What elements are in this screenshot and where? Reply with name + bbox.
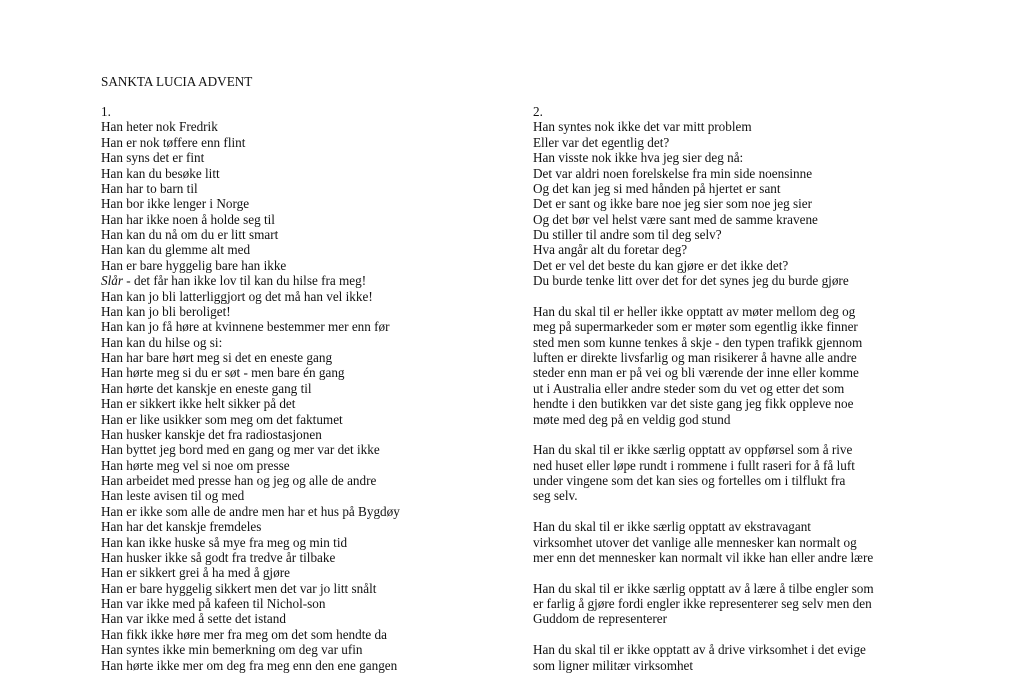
poem-line: luften er direkte livsfarlig og man risikerer å havne alle andre [533, 350, 857, 365]
poem-line: Det er sant og ikke bare noe jeg sier som noe jeg sier [533, 196, 813, 212]
blank-line [533, 565, 874, 580]
poem-line: Han syntes ikke min bemerkning om deg var ufin [101, 642, 363, 658]
poem-line: Han kan jo bli beroliget! [101, 303, 231, 319]
poem-line: Han kan du glemme alt med [101, 242, 251, 258]
poem-line: Eller var det egentlig det? [533, 134, 670, 150]
poem-line: ned huset eller løpe rundt i rommene i fullt raseri for å få luft [533, 457, 855, 473]
poem-line: Hva angår alt du foretar deg? [533, 242, 688, 258]
poem-line: Han du skal til er ikke særlig opptatt av ekstravagant [533, 519, 811, 535]
blank-line [533, 504, 874, 519]
poem-line: Han fikk ikke høre mer fra meg om det som hendte da [101, 626, 388, 642]
poem-line: Han er like usikker som meg om det faktumet [101, 411, 343, 427]
poem-line: Han kan jo få høre at kvinnene bestemmer mer enn før [101, 319, 390, 335]
italic-line-rest: - det får han ikke lov til kan du hilse fra meg! [122, 273, 367, 289]
poem-line: Han husker ikke så godt fra tredve år tilbake [101, 549, 336, 565]
poem-line: meg på supermarkeder som er møter som egentlig ikke finner [533, 319, 858, 335]
poem-line: Han er nok tøffere enn flint [101, 134, 246, 150]
poem-line: Han kan ikke huske så mye fra meg og min tid [101, 534, 348, 550]
poem-line: Du stiller til andre som til deg selv? [533, 227, 722, 242]
poem-line: Han arbeidet med presse han og jeg og alle de andre [101, 473, 377, 488]
poem-line: Han du skal til er ikke særlig opptatt av oppførsel som å rive [533, 442, 853, 458]
poem-line: seg selv. [533, 488, 578, 504]
stanza-number: 2. [533, 104, 543, 119]
poem-line: Han bor ikke lenger i Norge [101, 196, 250, 212]
poem-line: Han syns det er fint [101, 150, 205, 166]
poem-line: Han du skal til er heller ikke opptatt av møter mellom deg og [533, 303, 856, 319]
poem-line: hendte i den butikken var det siste gang jeg fikk oppleve noe [533, 396, 854, 412]
poem-line: Han hørte meg vel si noe om presse [101, 457, 290, 473]
poem-line: Han hørte det kanskje en eneste gang til [101, 380, 312, 396]
stanza-2-column [533, 104, 874, 673]
poem-line: Han heter nok Fredrik [101, 119, 218, 135]
poem-line: Han har bare hørt meg si det en eneste gang [101, 350, 333, 365]
poem-line: Han er ikke som alle de andre men har et hus på Bygdøy [101, 503, 400, 519]
poem-line: Han du skal til er ikke opptatt av å drive virksomhet i det evige [533, 642, 866, 658]
poem-line: Han hørte ikke mer om deg fra meg enn den ene gangen [101, 657, 398, 673]
poem-line: Han var ikke med på kafeen til Nichol-son [101, 596, 326, 611]
poem-line: Han hørte meg si du er søt - men bare én gang [101, 365, 345, 381]
poem-line: under vingene som det kan sies og fortelles om i tilflukt fra [533, 473, 846, 488]
poem-line: steder enn man er på vei og bli værende der inne eller komme [533, 365, 859, 381]
poem-line: Det var aldri noen forelskelse fra min side noensinne [533, 165, 813, 181]
stanza-1-column [101, 104, 400, 673]
poem-line: Han har ikke noen å holde seg til [101, 211, 275, 227]
blank-line [533, 627, 874, 642]
poem-line: Det er vel det beste du kan gjøre er det ikke det? [533, 257, 789, 273]
poem-line: virksomhet utover det vanlige alle mennesker kan normalt og [533, 534, 857, 550]
poem-line: Han husker kanskje det fra radiostasjonen [101, 426, 322, 442]
blank-line [533, 427, 874, 442]
poem-line: mer enn det mennesker kan normalt vil ikke han eller andre lære [533, 549, 874, 565]
poem-line: Han leste avisen til og med [101, 488, 245, 504]
poem-line: Han visste nok ikke hva jeg sier deg nå: [533, 150, 744, 166]
poem-line: Han har to barn til [101, 180, 198, 196]
poem-line: møte med deg på en veldig god stund [533, 411, 731, 427]
blank-line [533, 289, 874, 304]
poem-line: Han syntes nok ikke det var mitt problem [533, 119, 752, 135]
poem-line: Han er bare hyggelig sikkert men det var jo litt snålt [101, 580, 377, 596]
italic-word: Slår [101, 273, 123, 289]
poem-line: Han er sikkert ikke helt sikker på det [101, 396, 296, 412]
poem-line: Han kan du hilse og si: [101, 334, 223, 350]
poem-line-italic-start [101, 273, 400, 288]
poem-line: Han er bare hyggelig bare han ikke [101, 257, 287, 273]
poem-line: Guddom de representerer [533, 611, 668, 627]
poem-line: ut i Australia eller andre steder som du vet og etter det som [533, 380, 845, 396]
poem-line: Han var ikke med å sette det istand [101, 611, 286, 627]
poem-line: som ligner militær virksomhet [533, 657, 694, 673]
poem-line: Og det bør vel helst være sant med de samme kravene [533, 211, 818, 227]
poem-line: Han kan jo bli latterliggjort og det må han vel ikke! [101, 288, 373, 304]
poem-line: er farlig å gjøre fordi engler ikke representerer seg selv men den [533, 596, 872, 611]
poem-line: Han kan du nå om du er litt smart [101, 227, 279, 242]
stanza-number: 1. [101, 104, 111, 119]
document-title: SANKTA LUCIA ADVENT [101, 74, 253, 89]
poem-line: Han byttet jeg bord med en gang og mer var det ikke [101, 442, 380, 458]
poem-line: sted men som kunne tenkes å skje - den typen trafikk gjennom [533, 334, 863, 350]
poem-line: Han du skal til er ikke særlig opptatt av å lære å tilbe engler som [533, 580, 874, 596]
poem-line: Han er sikkert grei å ha med å gjøre [101, 565, 290, 581]
poem-line: Du burde tenke litt over det for det synes jeg du burde gjøre [533, 273, 849, 289]
poem-line: Han kan du besøke litt [101, 165, 220, 181]
poem-line: Han har det kanskje fremdeles [101, 519, 262, 535]
poem-line: Og det kan jeg si med hånden på hjertet er sant [533, 180, 781, 196]
